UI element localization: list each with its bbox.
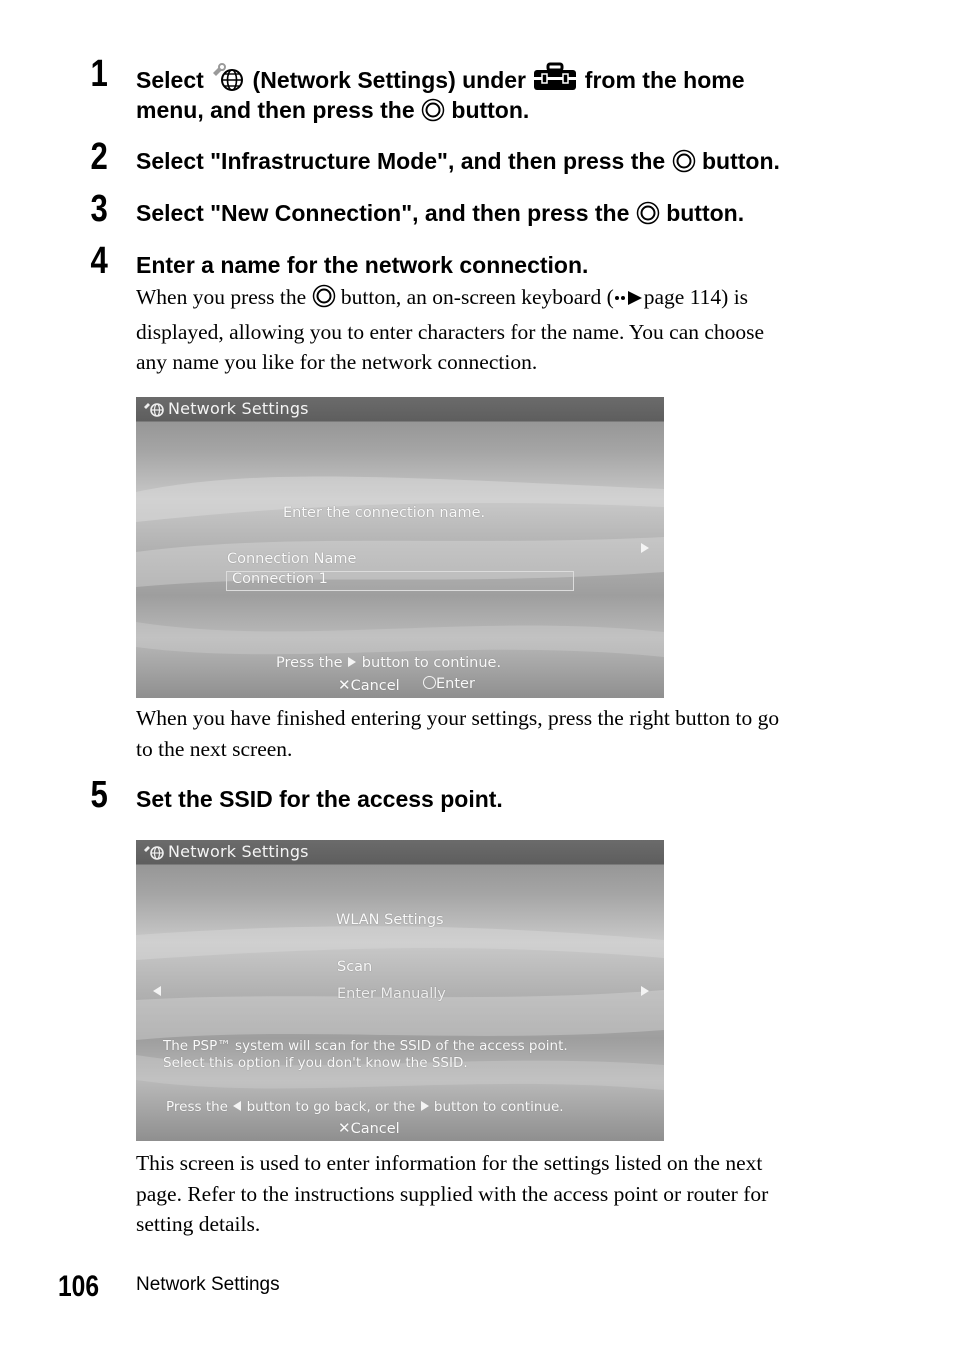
step-number-5: 5 — [90, 774, 108, 816]
option-description-line2: Select this option if you don't know the SSID. — [163, 1055, 468, 1071]
circle-button-icon — [672, 149, 696, 181]
cancel-control[interactable] — [338, 676, 400, 694]
page-reference-arrow-icon — [614, 284, 644, 315]
page-number: 106 — [58, 1270, 100, 1303]
step-5-after-text — [136, 1148, 848, 1240]
right-arrow-icon[interactable] — [640, 542, 650, 554]
circle-button-icon — [423, 676, 436, 689]
background-wave — [136, 397, 664, 698]
connection-name-label: Connection Name — [227, 551, 357, 567]
step-4-body-line1 — [136, 282, 848, 317]
step-4-body — [136, 282, 848, 378]
step-number-4: 4 — [90, 240, 108, 282]
step-2-title — [136, 145, 896, 181]
right-button-icon — [420, 1100, 430, 1112]
step-2-text-b: button. — [701, 148, 780, 174]
step-3-text-a: Select "New Connection", and then press the — [136, 200, 630, 226]
cross-button-icon: ✕ — [338, 676, 351, 694]
section-label: Network Settings — [136, 1274, 280, 1295]
circle-button-icon — [421, 98, 445, 130]
psp-screen-connection-name — [136, 397, 664, 698]
navigation-hint-a: Press the — [166, 1099, 228, 1115]
psp-prompt: Enter the connection name. — [283, 505, 486, 521]
navigation-hint-b: button to go back, or the — [246, 1099, 416, 1115]
step-4-body-a: When you press the — [136, 285, 307, 309]
step-4-body-b: button, an on-screen keyboard ( — [340, 285, 614, 309]
step-5-title: Set the SSID for the access point. — [136, 786, 503, 812]
enter-control[interactable] — [423, 676, 475, 692]
psp-screen-wlan-settings — [136, 840, 664, 1141]
enter-label: Enter — [436, 676, 475, 692]
step-1-text-c: from the home — [584, 67, 745, 93]
step-1-text-b: (Network Settings) under — [252, 67, 527, 93]
step-3-title — [136, 197, 896, 233]
left-button-icon — [232, 1100, 242, 1112]
step-4-after-text — [136, 703, 848, 764]
network-settings-icon — [143, 401, 165, 421]
step-number-2: 2 — [90, 136, 108, 178]
option-scan[interactable]: Scan — [337, 959, 373, 975]
step-1-text-d: menu, and then press the — [136, 97, 415, 123]
wlan-settings-title: WLAN Settings — [336, 912, 444, 928]
continue-hint — [276, 655, 501, 671]
step-4-body-c: page 114) is — [643, 285, 749, 309]
network-settings-icon — [143, 844, 165, 864]
cross-button-icon: ✕ — [338, 1119, 351, 1137]
step-4-after-line2: to the next screen. — [136, 736, 293, 761]
step-1-title-line2 — [136, 94, 896, 130]
navigation-hint-c: button to continue. — [433, 1099, 564, 1115]
connection-name-value: Connection 1 — [232, 571, 328, 587]
continue-hint-a: Press the — [276, 655, 343, 671]
step-2-text-a: Select "Infrastructure Mode", and then press the — [136, 148, 666, 174]
step-4-body-line3: any name you like for the network connection. — [136, 350, 538, 374]
right-arrow-icon[interactable] — [640, 985, 650, 997]
step-1-text-e: button. — [451, 97, 530, 123]
step-1-text-a: Select — [136, 67, 204, 93]
left-arrow-icon[interactable] — [152, 985, 162, 997]
cancel-label: Cancel — [350, 1121, 400, 1137]
psp-header-title: Network Settings — [168, 842, 309, 861]
continue-hint-b: button to continue. — [361, 655, 502, 671]
cancel-control[interactable] — [338, 1119, 400, 1137]
circle-button-icon — [312, 284, 336, 317]
psp-header-bar — [136, 840, 664, 865]
navigation-hint — [166, 1099, 564, 1115]
option-enter-manually[interactable]: Enter Manually — [337, 986, 446, 1002]
step-5-after-line1: This screen is used to enter information for the settings listed on the next — [136, 1151, 763, 1175]
right-button-icon — [347, 656, 357, 668]
step-4-body-line2: displayed, allowing you to enter characters for the name. You can choose — [136, 319, 765, 344]
cancel-label: Cancel — [350, 678, 400, 694]
psp-header-title: Network Settings — [168, 399, 309, 418]
step-3-text-b: button. — [666, 200, 745, 226]
step-4-title: Enter a name for the network connection. — [136, 252, 589, 278]
option-description-line1: The PSP™ system will scan for the SSID of the access point. — [163, 1038, 568, 1054]
step-number-1: 1 — [90, 53, 108, 95]
psp-header-bar — [136, 397, 664, 422]
step-4-after-line1: When you have finished entering your settings, press the right button to go — [136, 706, 780, 730]
step-number-3: 3 — [90, 188, 108, 230]
circle-button-icon — [636, 201, 660, 233]
step-5-after-line3: setting details. — [136, 1212, 261, 1236]
step-5-after-line2: page. Refer to the instructions supplied with the access point or router for — [136, 1181, 769, 1206]
